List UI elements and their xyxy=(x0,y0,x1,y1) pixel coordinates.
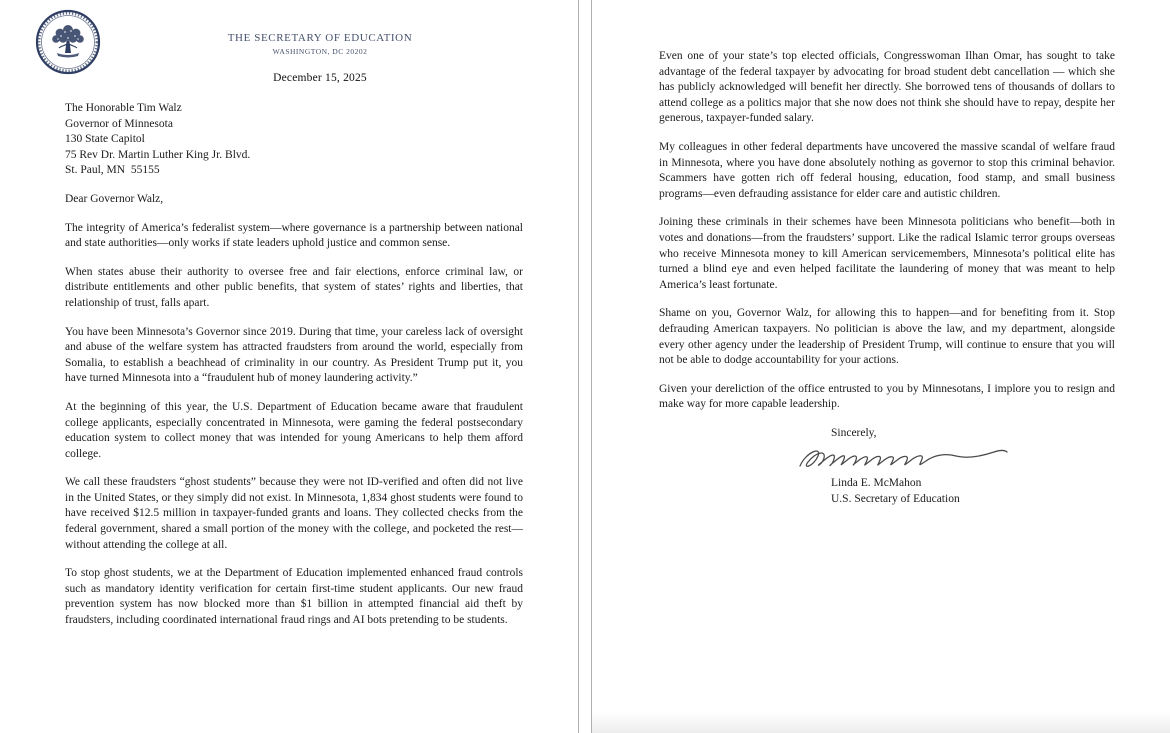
letter-date: December 15, 2025 xyxy=(273,72,367,84)
page-edge-divider xyxy=(578,0,579,733)
paragraph: We call these fraudsters “ghost students” because they were not ID-verified and often did not live in the United States, or they simply did not exist. In Minnesota, 1,834 ghost students were found to have received $12.5 million in taxpayer-funded grants and loans. They collected checks from the federal government, shared a small portion of the money with the college, and pocketed the rest—without attending the college at all. xyxy=(65,476,523,551)
signature-name: Linda E. McMahon xyxy=(831,477,922,490)
page-bottom-shadow xyxy=(592,712,1170,733)
page-edge-divider xyxy=(591,0,592,733)
paragraph: Shame on you, Governor Walz, for allowing this to happen—and for benefiting from it. Stop defrauding American taxpayers. No politician is above the law, and my department, alongside every other agency under the leadership of President Trump, will continue to ensure that you will not be able to dodge accountability for your actions. xyxy=(659,307,1115,367)
letterhead-title: THE SECRETARY OF EDUCATION xyxy=(227,32,413,44)
department-of-education-seal xyxy=(34,8,102,76)
paragraph: The integrity of America’s federalist system—where governance is a partnership between national and state authorities—only works if state leaders uphold justice and common sense. xyxy=(65,221,523,250)
letter-body-page-1 xyxy=(65,101,523,629)
letterhead-address: WASHINGTON, DC 20202 xyxy=(272,47,368,56)
salutation: Dear Governor Walz, xyxy=(65,192,164,205)
letter-body-page-2 xyxy=(659,49,1115,508)
paragraph: My colleagues in other federal departments have uncovered the massive scandal of welfare fraud in Minnesota, where you have done absolutely nothing as governor to stop this criminal behavior. Scammers have gotten rich off federal housing, education, food stamp, and small business programs—even defrauding assistance for elder care and autistic children. xyxy=(659,140,1115,200)
recipient-line: Governor of Minnesota xyxy=(65,117,173,130)
paragraph: At the beginning of this year, the U.S. Department of Education became aware that fraudulent college applicants, especially concentrated in Minnesota, were gaming the federal postsecondary education system to collect money that was intended for young Americans to help them afford college. xyxy=(65,400,523,460)
recipient-address-block xyxy=(65,101,523,179)
closing-salutation: Sincerely, xyxy=(831,426,877,439)
paragraph: Joining these criminals in their schemes have been Minnesota politicians who benefit—both in votes and donations—from the fraudsters’ support. Like the radical Islamic terror groups overseas who receive Minnesota money to kill American servicemembers, Minnesota’s political elite has turned a blind eye and even helped facilitate the laundering of money that was meant to help America’s least fortunate. xyxy=(659,216,1115,291)
paragraph: When states abuse their authority to oversee free and fair elections, enforce criminal law, or distribute entitlements and other public benefits, that system of states’ rights and liberties, that relationship of trust, falls apart. xyxy=(65,265,523,309)
recipient-line: The Honorable Tim Walz xyxy=(65,102,182,114)
letter-page-2 xyxy=(592,0,1170,733)
recipient-line: St. Paul, MN 55155 xyxy=(65,164,160,177)
paragraph: Given your dereliction of the office entrusted to you by Minnesotans, I implore you to resign and make way for more capable leadership. xyxy=(659,382,1115,411)
letter-page-1 xyxy=(0,0,578,733)
paragraph: Even one of your state’s top elected officials, Congresswoman Ilhan Omar, has sought to take advantage of the federal taxpayer by advocating for broad student debt cancellation — which she has publicly acknowledged will benefit her directly. She borrowed tens of thousands of dollars to attend college as a politics major that she now does not think she should have to repay, despite her generous, taxpayer-funded salary. xyxy=(659,50,1115,125)
letterhead xyxy=(120,32,520,84)
handwritten-signature xyxy=(796,442,1011,476)
signature-title: U.S. Secretary of Education xyxy=(831,493,960,506)
recipient-line: 75 Rev Dr. Martin Luther King Jr. Blvd. xyxy=(65,148,251,161)
paragraph: To stop ghost students, we at the Department of Education implemented enhanced fraud controls such as mandatory identity verification for certain first-time student applicants. Our new fraud prevention system has now blocked more than $1 billion in attempted financial aid theft by fraudsters, including coordinated international fraud rings and AI bots pretending to be students. xyxy=(65,567,523,627)
paragraph: You have been Minnesota’s Governor since 2019. During that time, your careless lack of oversight and abuse of the welfare system has attracted fraudsters from around the world, especially from Somalia, to establish a beachhead of criminality in our country. As President Trump put it, you have turned Minnesota into a “fraudulent hub of money laundering activity.” xyxy=(65,325,523,385)
closing-block xyxy=(831,426,1115,508)
recipient-line: 130 State Capitol xyxy=(65,133,145,146)
